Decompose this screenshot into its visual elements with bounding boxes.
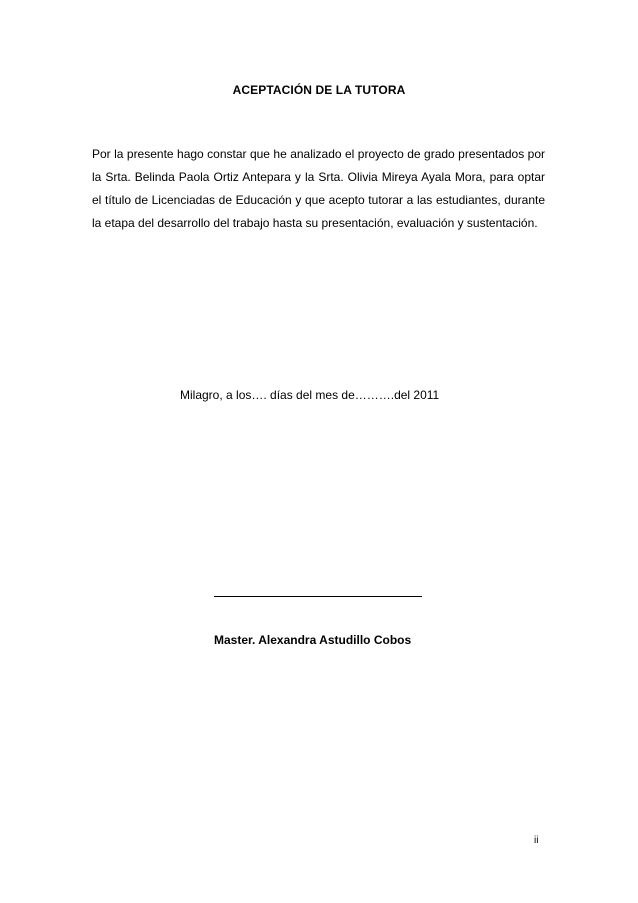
page-number: ii [534,835,539,846]
body-paragraph: Por la presente hago constar que he analizado el proyecto de grado presentados por la Srta. Belinda Paola Ortiz Antepara y la Srta. Olivia Mireya Ayala Mora, para optar el título de Licenciadas de Educación y que acepto tutorar a las estudiantes, durante la etapa del desarrollo del trabajo hasta su presentación, evaluación y sustentación. [92,147,545,230]
page-title: ACEPTACIÓN DE LA TUTORA [232,83,406,97]
signature-line [214,596,422,597]
date-line: Milagro, a los…. días del mes de……….del 2011 [180,388,440,402]
signature-name: Master. Alexandra Astudillo Cobos [214,633,412,647]
